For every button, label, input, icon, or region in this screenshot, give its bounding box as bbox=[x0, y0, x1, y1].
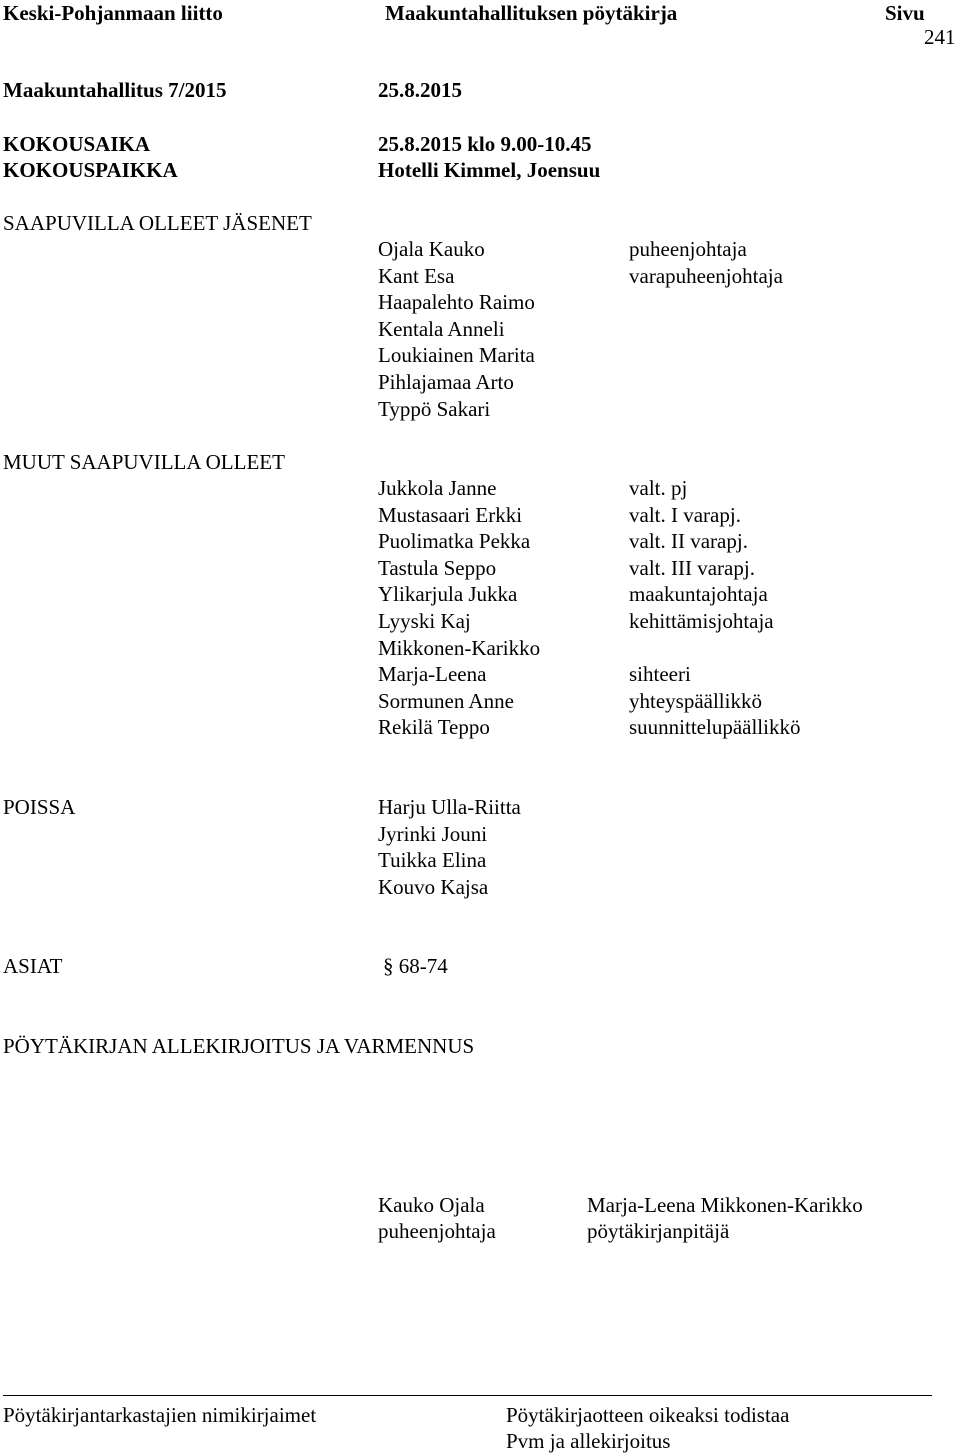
list-item: Tastula Seppo bbox=[378, 555, 497, 580]
org-name: Keski-Pohjanmaan liitto bbox=[3, 1, 223, 25]
list-item: varapuheenjohtaja bbox=[629, 263, 783, 288]
footer-date-signature-label: Pvm ja allekirjoitus bbox=[506, 1429, 671, 1453]
list-item: Puolimatka Pekka bbox=[378, 529, 531, 554]
list-item: valt. III varapj. bbox=[629, 555, 755, 580]
list-item: Kouvo Kajsa bbox=[378, 874, 489, 899]
signer2-title: pöytäkirjanpitäjä bbox=[587, 1219, 730, 1243]
footer-initials-label: Pöytäkirjantarkastajien nimikirjaimet bbox=[3, 1403, 317, 1427]
list-item: Kentala Anneli bbox=[378, 316, 505, 341]
list-item: Mustasaari Erkki bbox=[378, 502, 523, 527]
list-item: Kant Esa bbox=[378, 263, 455, 288]
list-item: Loukiainen Marita bbox=[378, 343, 535, 368]
meeting-place-label: KOKOUSPAIKKA bbox=[3, 158, 178, 182]
members-present-names bbox=[378, 236, 535, 422]
list-item: yhteyspäällikkö bbox=[629, 688, 762, 713]
members-present-label: SAAPUVILLA OLLEET JÄSENET bbox=[3, 211, 312, 235]
others-present-label: MUUT SAAPUVILLA OLLEET bbox=[3, 450, 285, 474]
list-item bbox=[629, 635, 800, 662]
list-item: Rekilä Teppo bbox=[378, 715, 490, 740]
meeting-time-value: 25.8.2015 klo 9.00-10.45 bbox=[378, 132, 592, 156]
document-type: Maakuntahallituksen pöytäkirja bbox=[385, 1, 678, 25]
list-item: puheenjohtaja bbox=[629, 237, 747, 261]
meeting-place-value: Hotelli Kimmel, Joensuu bbox=[378, 158, 601, 182]
list-item: valt. I varapj. bbox=[629, 502, 741, 527]
list-item: sihteeri bbox=[629, 662, 691, 687]
list-item: Haapalehto Raimo bbox=[378, 290, 535, 315]
members-present-roles bbox=[629, 236, 783, 289]
signer1-name: Kauko Ojala bbox=[378, 1193, 485, 1217]
list-item: Jukkola Janne bbox=[378, 476, 497, 500]
footer-certify-label: Pöytäkirjaotteen oikeaksi todistaa bbox=[506, 1403, 790, 1427]
list-item: Harju Ulla-Riitta bbox=[378, 795, 521, 819]
meeting-body: Maakuntahallitus 7/2015 bbox=[3, 78, 227, 102]
meeting-time-label: KOKOUSAIKA bbox=[3, 132, 151, 156]
matters-value: § 68-74 bbox=[383, 954, 448, 978]
list-item: Pihlajamaa Arto bbox=[378, 369, 514, 394]
page-number: 241 bbox=[924, 25, 956, 49]
list-item: Ylikarjula Jukka bbox=[378, 582, 518, 607]
absent-names bbox=[378, 794, 521, 900]
list-item: Mikkonen-Karikko bbox=[378, 635, 541, 660]
list-item: Ojala Kauko bbox=[378, 237, 485, 261]
list-item: Sormunen Anne bbox=[378, 688, 514, 713]
others-present-names bbox=[378, 475, 540, 741]
list-item: Lyyski Kaj bbox=[378, 608, 471, 633]
list-item: Marja-Leena bbox=[378, 662, 487, 687]
list-item: valt. II varapj. bbox=[629, 529, 748, 554]
others-present-roles bbox=[629, 475, 800, 741]
absent-label: POISSA bbox=[3, 795, 76, 819]
list-item: Jyrinki Jouni bbox=[378, 821, 488, 846]
list-item: Typpö Sakari bbox=[378, 396, 491, 421]
list-item: maakuntajohtaja bbox=[629, 582, 768, 607]
signatures-label: PÖYTÄKIRJAN ALLEKIRJOITUS JA VARMENNUS bbox=[3, 1034, 475, 1058]
footer-divider bbox=[3, 1395, 932, 1396]
list-item: Tuikka Elina bbox=[378, 848, 487, 873]
meeting-date: 25.8.2015 bbox=[378, 78, 462, 102]
matters-label: ASIAT bbox=[3, 954, 63, 978]
page-label: Sivu bbox=[885, 1, 925, 25]
signer2-name: Marja-Leena Mikkonen-Karikko bbox=[587, 1193, 863, 1217]
list-item: kehittämisjohtaja bbox=[629, 608, 774, 633]
list-item: valt. pj bbox=[629, 476, 688, 500]
signer1-title: puheenjohtaja bbox=[378, 1219, 496, 1243]
list-item: suunnittelupäällikkö bbox=[629, 715, 801, 740]
